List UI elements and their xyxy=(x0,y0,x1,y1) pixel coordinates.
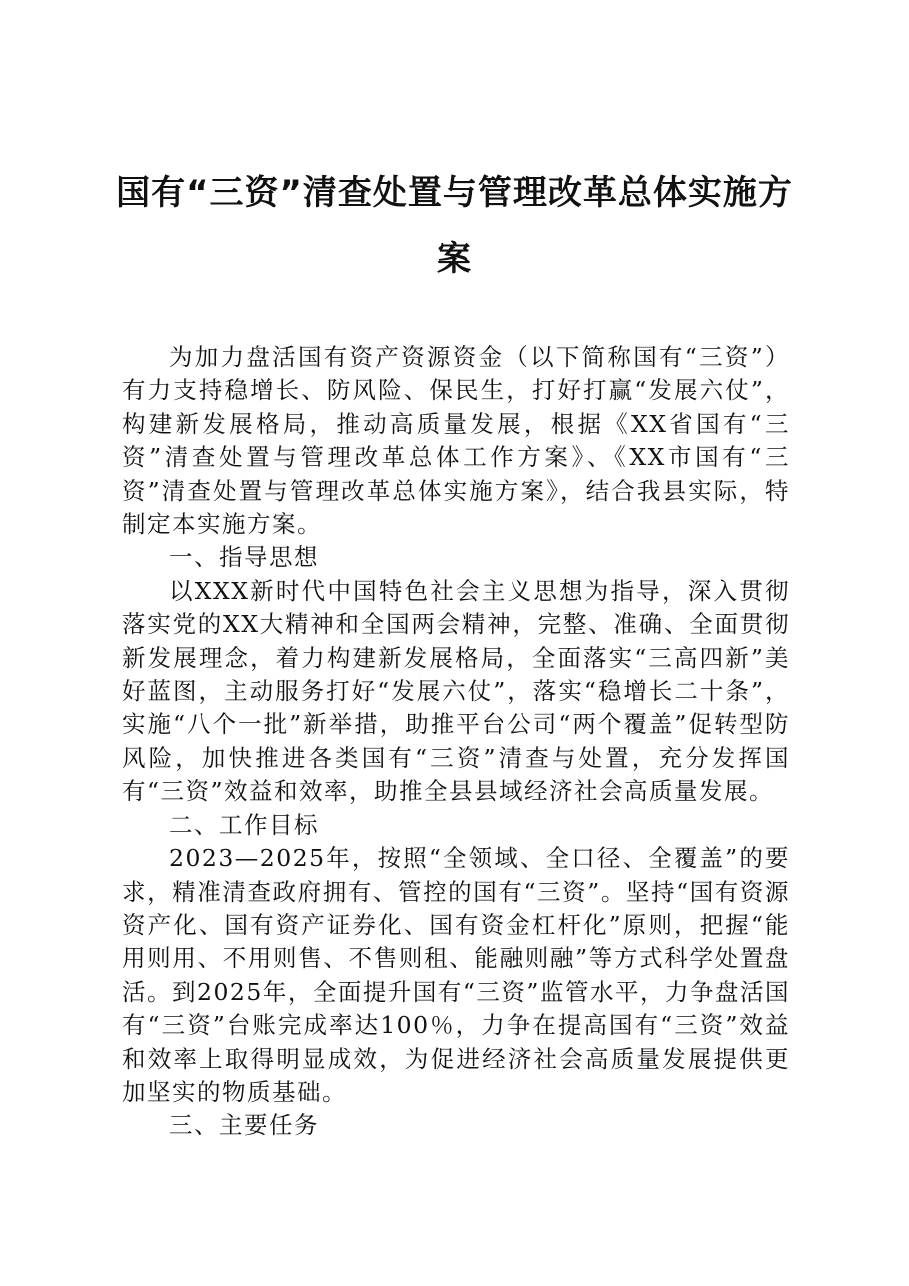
section-heading-guiding-ideology: 一、指导思想 xyxy=(169,543,319,572)
document-body xyxy=(122,341,790,1143)
section-heading-work-goals: 二、工作目标 xyxy=(169,810,319,839)
guiding-ideology-paragraph: 以XXX新时代中国特色社会主义思想为指导，深入贯彻落实党的XX大精神和全国两会精神，完整、准确、全面贯彻新发展理念，着力构建新发展格局，全面落实“三高四新”美好蓝图，主动服务打好“发展六仗”，落实“稳增长二十条”，实施“八个一批”新举措，助推平台公司“两个覆盖”促转型防风险，加快推进各类国有“三资”清查与处置，充分发挥国有“三资”效益和效率，助推全县县域经济社会高质量发展。 xyxy=(122,576,790,806)
document-title: 国有“三资”清查处置与管理改革总体实施方案 xyxy=(116,173,793,279)
work-goals-paragraph: 2023—2025年，按照“全领域、全口径、全覆盖”的要求，精准清查政府拥有、管控的国有“三资”。坚持“国有资源资产化、国有资产证券化、国有资金杠杆化”原则，把握“能用则用、不用则售、不售则租、能融则融”等方式科学处置盘活。到2025年，全面提升国有“三资”监管水平，力争盘活国有“三资”台账完成率达100％，力争在提高国有“三资”效益和效率上取得明显成效，为促进经济社会高质量发展提供更加坚实的物质基础。 xyxy=(122,844,790,1106)
intro-paragraph: 为加力盘活国有资产资源资金（以下简称国有“三资”）有力支持稳增长、防风险、保民生，打好打赢“发展六仗”，构建新发展格局，推动高质量发展，根据《XX省国有“三资”清查处置与管理改革总体工作方案》、《XX市国有“三资”清查处置与管理改革总体实施方案》，结合我县实际，特制定本实施方案。 xyxy=(122,343,790,539)
section-heading-main-tasks: 三、主要任务 xyxy=(169,1111,319,1140)
